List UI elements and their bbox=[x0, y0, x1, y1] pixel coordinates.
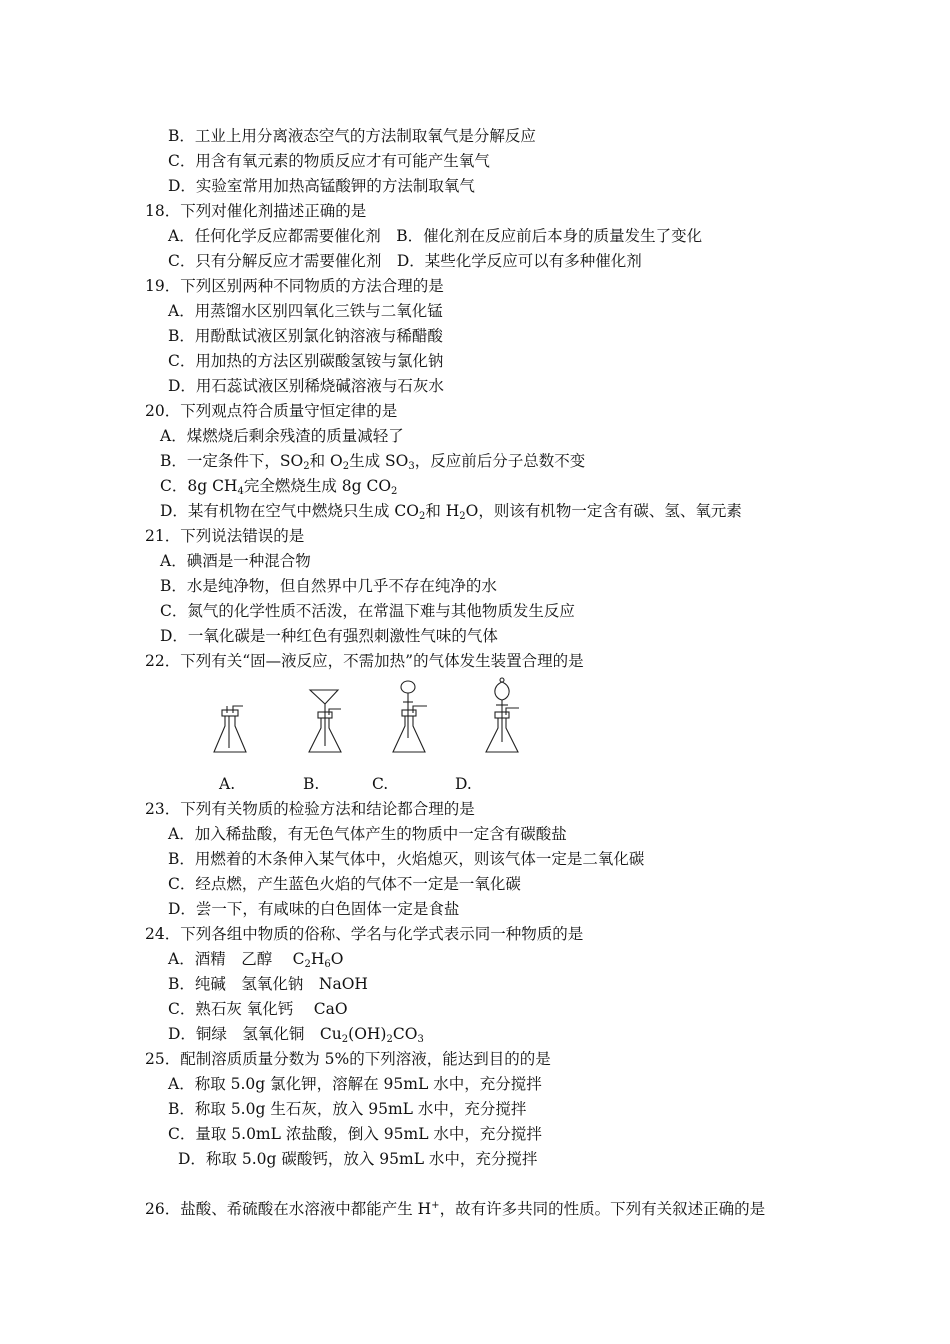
gas-apparatus-figure bbox=[205, 676, 535, 760]
q17-option-d: D．实验室常用加热高锰酸钾的方法制取氧气 bbox=[168, 177, 475, 195]
apparatus-c-icon bbox=[393, 681, 427, 752]
q19-option-d: D．用石蕊试液区别稀烧碱溶液与石灰水 bbox=[168, 377, 444, 395]
q21-stem: 21．下列说法错误的是 bbox=[145, 527, 305, 545]
q19-option-c: C．用加热的方法区别碳酸氢铵与氯化钠 bbox=[168, 352, 444, 370]
q22-stem: 22．下列有关“固—液反应，不需加热”的气体发生装置合理的是 bbox=[145, 652, 584, 670]
q24-stem: 24．下列各组中物质的俗称、学名与化学式表示同一种物质的是 bbox=[145, 925, 584, 943]
q25-stem: 25．配制溶质质量分数为 5%的下列溶液，能达到目的的是 bbox=[145, 1050, 551, 1068]
q18-options-ab: A．任何化学反应都需要催化剂 B．催化剂在反应前后本身的质量发生了变化 bbox=[168, 227, 703, 245]
q20-option-a: A．煤燃烧后剩余残渣的质量减轻了 bbox=[160, 427, 404, 445]
q21-option-a: A．碘酒是一种混合物 bbox=[160, 552, 311, 570]
q24-option-b: B．纯碱 氢氧化钠 NaOH bbox=[168, 975, 368, 993]
apparatus-label-c: C. bbox=[372, 775, 389, 793]
q24-option-c: C．熟石灰 氧化钙 CaO bbox=[168, 1000, 348, 1018]
apparatus-label-a: A. bbox=[219, 775, 236, 793]
q17-option-b: B．工业上用分离液态空气的方法制取氧气是分解反应 bbox=[168, 127, 536, 145]
q20-option-d: D．某有机物在空气中燃烧只生成 $CO_2$和 $H_2O$，则该有机物一定含有碳、氢、氧元素 bbox=[160, 502, 742, 522]
q17-option-c: C．用含有氧元素的物质反应才有可能产生氧气 bbox=[168, 152, 490, 170]
apparatus-label-d: D. bbox=[455, 775, 472, 793]
q25-option-c: C．量取 5.0mL 浓盐酸，倒入 95mL 水中，充分搅拌 bbox=[168, 1125, 542, 1143]
q23-option-b: B．用燃着的木条伸入某气体中，火焰熄灭，则该气体一定是二氧化碳 bbox=[168, 850, 645, 868]
q19-option-a: A．用蒸馏水区别四氧化三铁与二氧化锰 bbox=[168, 302, 443, 320]
q20-stem: 20．下列观点符合质量守恒定律的是 bbox=[145, 402, 398, 420]
q26-stem: 26．盐酸、希硫酸在水溶液中都能产生 H+，故有许多共同的性质。下列有关叙述正确的是 bbox=[145, 1200, 766, 1218]
q23-option-c: C．经点燃，产生蓝色火焰的气体不一定是一氧化碳 bbox=[168, 875, 521, 893]
q24-option-a: A．酒精 乙醇 $C_2H_6O$ bbox=[168, 950, 344, 970]
q25-option-d: D．称取 5.0g 碳酸钙，放入 95mL 水中，充分搅拌 bbox=[178, 1150, 538, 1168]
apparatus-b-icon bbox=[309, 690, 341, 752]
apparatus-d-icon bbox=[486, 678, 519, 752]
q23-option-a: A．加入稀盐酸，有无色气体产生的物质中一定含有碳酸盐 bbox=[168, 825, 567, 843]
q19-stem: 19．下列区别两种不同物质的方法合理的是 bbox=[145, 277, 444, 295]
q21-option-d: D．一氧化碳是一种红色有强烈刺激性气味的气体 bbox=[160, 627, 498, 645]
q23-option-d: D．尝一下，有咸味的白色固体一定是食盐 bbox=[168, 900, 460, 918]
q21-option-c: C．氮气的化学性质不活泼，在常温下难与其他物质发生反应 bbox=[160, 602, 575, 620]
q21-option-b: B．水是纯净物，但自然界中几乎不存在纯净的水 bbox=[160, 577, 497, 595]
q20-option-b: B．一定条件下，$SO_2$和 $O_2$生成 $SO_3$，反应前后分子总数不变 bbox=[160, 452, 586, 472]
q24-option-d: D．铜绿 氢氧化铜 $Cu_2(OH)_2CO_3$ bbox=[168, 1025, 424, 1045]
q18-options-cd: C．只有分解反应才需要催化剂 D．某些化学反应可以有多种催化剂 bbox=[168, 252, 642, 270]
apparatus-label-b: B. bbox=[303, 775, 320, 793]
q25-option-b: B．称取 5.0g 生石灰，放入 95mL 水中，充分搅拌 bbox=[168, 1100, 527, 1118]
q25-option-a: A．称取 5.0g 氯化钾，溶解在 95mL 水中，充分搅拌 bbox=[168, 1075, 542, 1093]
q20-option-c: C．8g $CH_4$完全燃烧生成 8g $CO_2$ bbox=[160, 477, 398, 497]
apparatus-a-icon bbox=[214, 706, 246, 752]
q18-stem: 18．下列对催化剂描述正确的是 bbox=[145, 202, 367, 220]
q19-option-b: B．用酚酞试液区别氯化钠溶液与稀醋酸 bbox=[168, 327, 443, 345]
q23-stem: 23．下列有关物质的检验方法和结论都合理的是 bbox=[145, 800, 475, 818]
